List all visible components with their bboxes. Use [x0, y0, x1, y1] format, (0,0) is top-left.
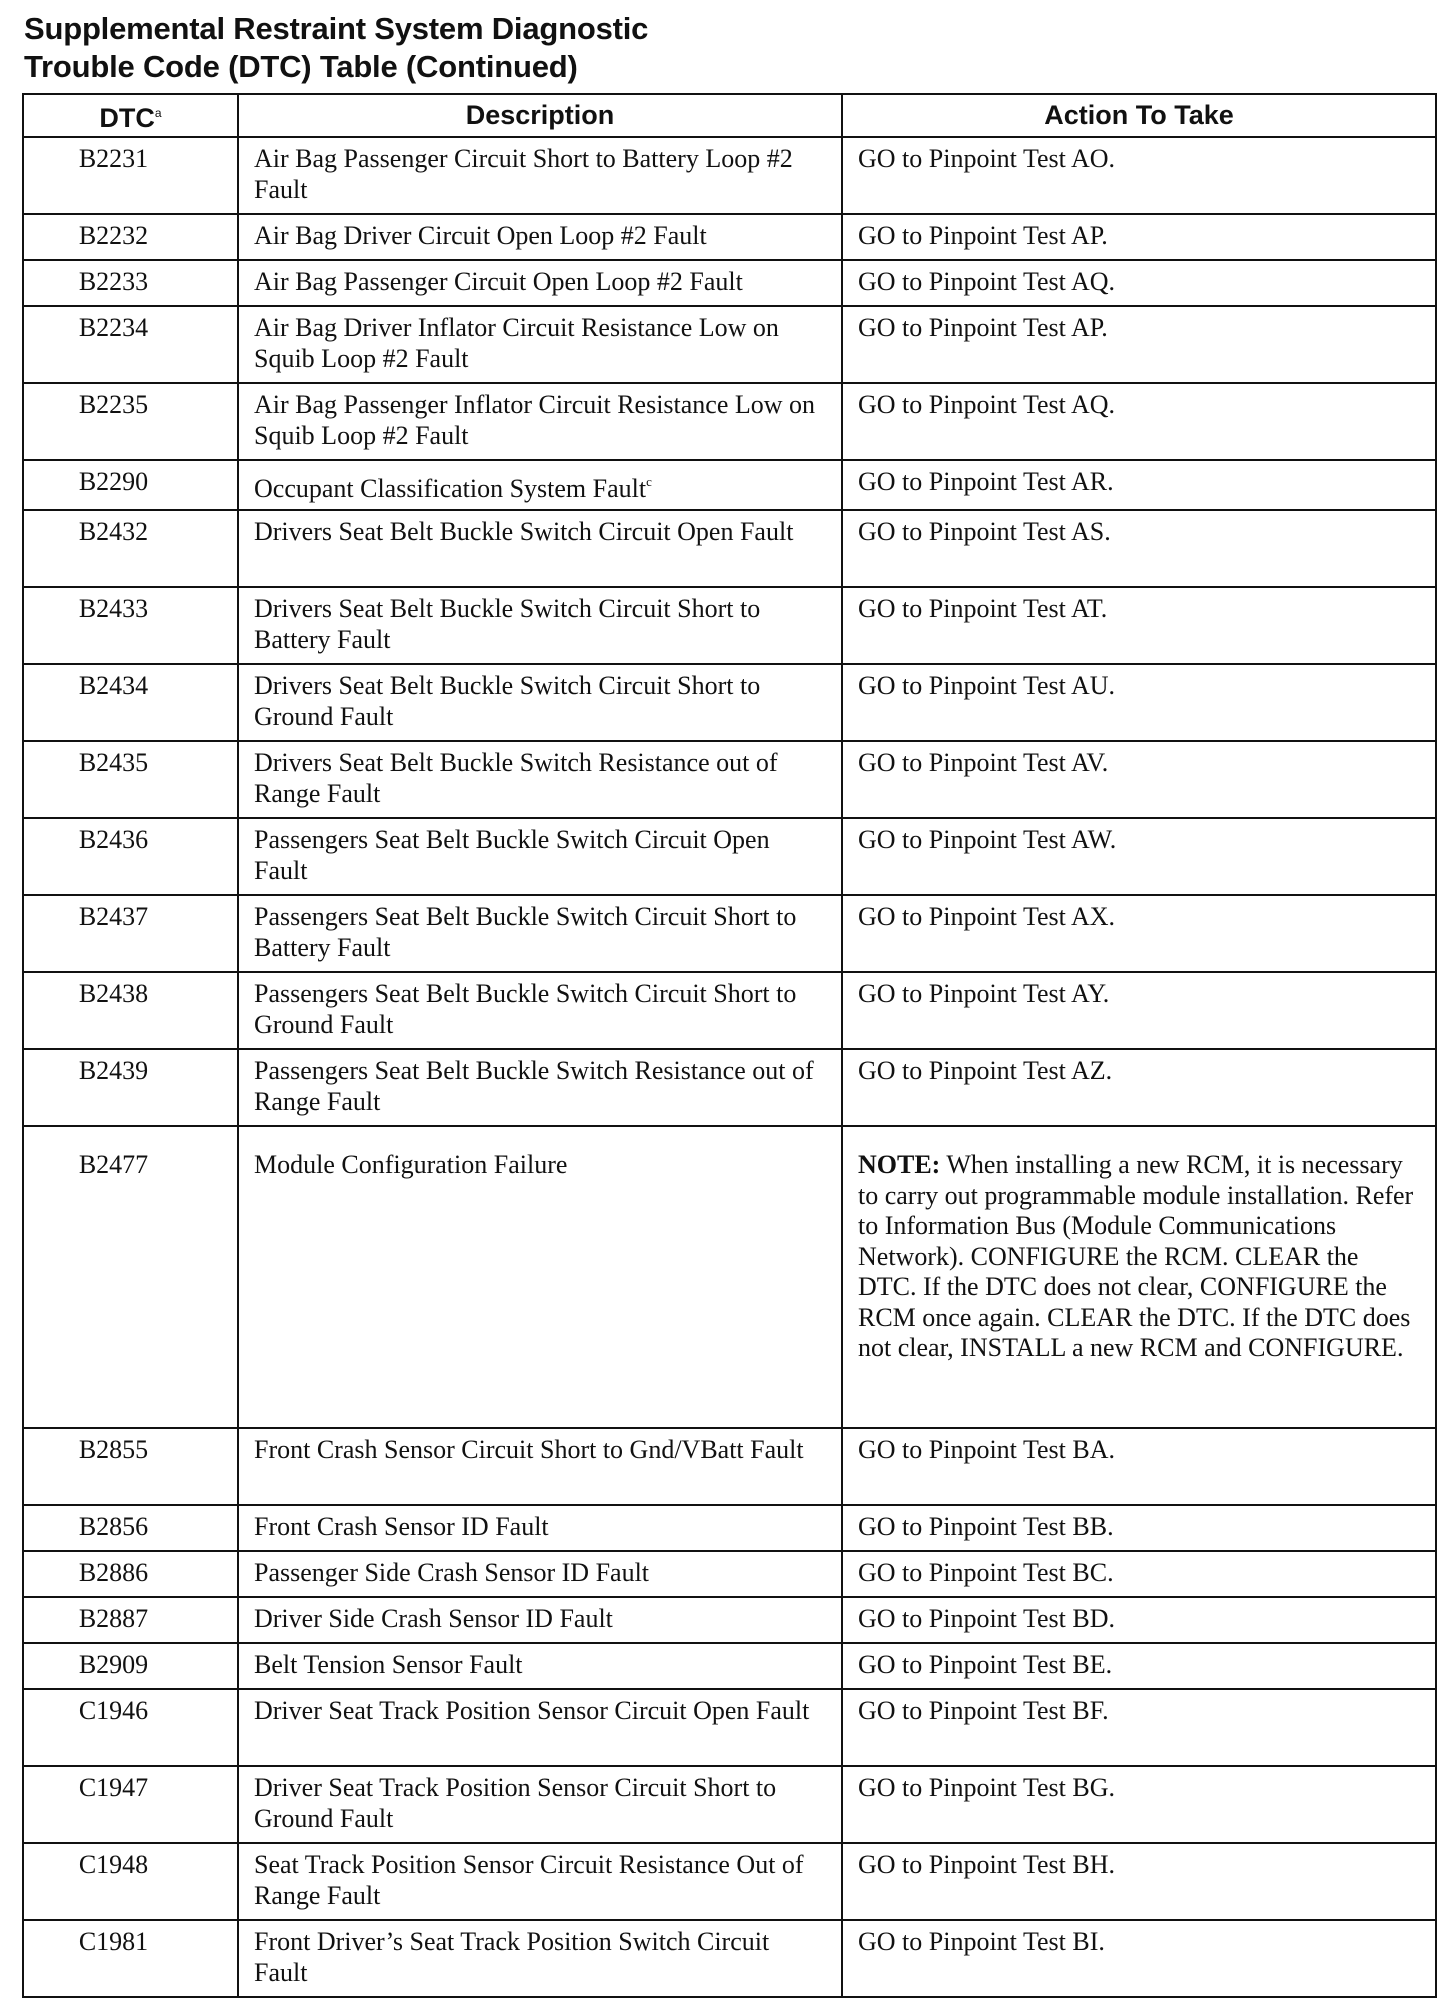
dtc-description: Module Configuration Failure: [238, 1126, 842, 1428]
dtc-description: Passengers Seat Belt Buckle Switch Resistance out of Range Fault: [238, 1049, 842, 1126]
dtc-action: GO to Pinpoint Test BD.: [842, 1597, 1436, 1643]
dtc-code: B2235: [23, 383, 238, 460]
dtc-description: Seat Track Position Sensor Circuit Resistance Out of Range Fault: [238, 1843, 842, 1920]
dtc-action: GO to Pinpoint Test BF.: [842, 1689, 1436, 1766]
dtc-action: [842, 1126, 1436, 1428]
dtc-action: GO to Pinpoint Test AS.: [842, 510, 1436, 587]
table-row: [23, 383, 1436, 460]
table-row: [23, 1643, 1436, 1689]
table-row: [23, 741, 1436, 818]
dtc-action: GO to Pinpoint Test AP.: [842, 306, 1436, 383]
dtc-code: B2233: [23, 260, 238, 306]
dtc-action: GO to Pinpoint Test BE.: [842, 1643, 1436, 1689]
dtc-code: C1946: [23, 1689, 238, 1766]
dtc-code: B2433: [23, 587, 238, 664]
table-row: [23, 818, 1436, 895]
dtc-action: GO to Pinpoint Test AV.: [842, 741, 1436, 818]
dtc-description: Front Crash Sensor ID Fault: [238, 1505, 842, 1551]
dtc-action: GO to Pinpoint Test AY.: [842, 972, 1436, 1049]
dtc-code: B2232: [23, 214, 238, 260]
dtc-code: C1948: [23, 1843, 238, 1920]
dtc-code: B2477: [23, 1126, 238, 1428]
description-footnote-marker: c: [646, 474, 652, 489]
dtc-action: GO to Pinpoint Test BI.: [842, 1920, 1436, 1997]
dtc-action: GO to Pinpoint Test AT.: [842, 587, 1436, 664]
dtc-code: B2234: [23, 306, 238, 383]
dtc-description: Passenger Side Crash Sensor ID Fault: [238, 1551, 842, 1597]
table-row: [23, 895, 1436, 972]
table-row: [23, 1049, 1436, 1126]
dtc-action: GO to Pinpoint Test AZ.: [842, 1049, 1436, 1126]
table-row: [23, 260, 1436, 306]
dtc-action: GO to Pinpoint Test AX.: [842, 895, 1436, 972]
note-text: When installing a new RCM, it is necessary to carry out programmable module installation. Refer to Information Bus (Module Communications Network). CONFIGURE the RCM. CLEAR the DTC. If the DTC does not clear, CONFIGURE the RCM once again. CLEAR the DTC. If the DTC does not clear, INSTALL a new RCM and CONFIGURE.: [858, 1150, 1414, 1362]
table-row: [23, 510, 1436, 587]
dtc-action: GO to Pinpoint Test BA.: [842, 1428, 1436, 1505]
dtc-action: GO to Pinpoint Test AP.: [842, 214, 1436, 260]
page-title-line-1: Supplemental Restraint System Diagnostic: [24, 11, 649, 46]
dtc-action: GO to Pinpoint Test BG.: [842, 1766, 1436, 1843]
table-row: [23, 1505, 1436, 1551]
dtc-description: Driver Side Crash Sensor ID Fault: [238, 1597, 842, 1643]
table-row: [23, 1920, 1436, 1997]
dtc-description: Air Bag Passenger Circuit Short to Battery Loop #2 Fault: [238, 137, 842, 214]
table-header-row: [23, 94, 1436, 137]
table-row: [23, 1766, 1436, 1843]
dtc-description: Occupant Classification System Fault$^c$: [238, 460, 842, 510]
table-row: [23, 1551, 1436, 1597]
dtc-description: Passengers Seat Belt Buckle Switch Circuit Short to Ground Fault: [238, 972, 842, 1049]
dtc-action: GO to Pinpoint Test BC.: [842, 1551, 1436, 1597]
dtc-description: Passengers Seat Belt Buckle Switch Circuit Open Fault: [238, 818, 842, 895]
table-row: [23, 1126, 1436, 1428]
column-header-action: Action To Take: [842, 94, 1436, 137]
dtc-code: C1981: [23, 1920, 238, 1997]
table-row: [23, 1689, 1436, 1766]
table-row: [23, 664, 1436, 741]
dtc-code: B2435: [23, 741, 238, 818]
dtc-code: C1947: [23, 1766, 238, 1843]
table-row: [23, 972, 1436, 1049]
dtc-action: GO to Pinpoint Test AU.: [842, 664, 1436, 741]
dtc-action: GO to Pinpoint Test AR.: [842, 460, 1436, 510]
dtc-description: Driver Seat Track Position Sensor Circuit Open Fault: [238, 1689, 842, 1766]
dtc-action: GO to Pinpoint Test BH.: [842, 1843, 1436, 1920]
dtc-description: Air Bag Passenger Circuit Open Loop #2 Fault: [238, 260, 842, 306]
table-row: [23, 306, 1436, 383]
dtc-description: Drivers Seat Belt Buckle Switch Circuit Short to Battery Fault: [238, 587, 842, 664]
dtc-code: B2434: [23, 664, 238, 741]
dtc-action: GO to Pinpoint Test AO.: [842, 137, 1436, 214]
dtc-description: Air Bag Driver Circuit Open Loop #2 Fault: [238, 214, 842, 260]
dtc-action: GO to Pinpoint Test BB.: [842, 1505, 1436, 1551]
dtc-code: B2855: [23, 1428, 238, 1505]
dtc-code: B2886: [23, 1551, 238, 1597]
dtc-table: [22, 93, 1437, 1998]
dtc-action: GO to Pinpoint Test AQ.: [842, 260, 1436, 306]
dtc-action: GO to Pinpoint Test AQ.: [842, 383, 1436, 460]
dtc-description: Belt Tension Sensor Fault: [238, 1643, 842, 1689]
dtc-description: Front Driver’s Seat Track Position Switch Circuit Fault: [238, 1920, 842, 1997]
dtc-code: B2909: [23, 1643, 238, 1689]
page-title: [24, 10, 648, 86]
dtc-code: B2438: [23, 972, 238, 1049]
dtc-description: Drivers Seat Belt Buckle Switch Circuit Short to Ground Fault: [238, 664, 842, 741]
table-row: [23, 587, 1436, 664]
column-header-dtc: DTC$^a$: [23, 94, 238, 137]
dtc-code: B2290: [23, 460, 238, 510]
dtc-description: Passengers Seat Belt Buckle Switch Circuit Short to Battery Fault: [238, 895, 842, 972]
dtc-action: GO to Pinpoint Test AW.: [842, 818, 1436, 895]
dtc-description: Driver Seat Track Position Sensor Circuit Short to Ground Fault: [238, 1766, 842, 1843]
column-header-description: Description: [238, 94, 842, 137]
dtc-code: B2887: [23, 1597, 238, 1643]
dtc-description: Air Bag Driver Inflator Circuit Resistance Low on Squib Loop #2 Fault: [238, 306, 842, 383]
table-row: [23, 1597, 1436, 1643]
dtc-code: B2231: [23, 137, 238, 214]
dtc-description: Air Bag Passenger Inflator Circuit Resistance Low on Squib Loop #2 Fault: [238, 383, 842, 460]
page-title-line-2: Trouble Code (DTC) Table (Continued): [24, 49, 578, 84]
table-row: [23, 1843, 1436, 1920]
dtc-code: B2437: [23, 895, 238, 972]
note-label: NOTE:: [858, 1150, 941, 1179]
table-row: [23, 460, 1436, 510]
table-row: [23, 1428, 1436, 1505]
table-row: [23, 214, 1436, 260]
dtc-description: Drivers Seat Belt Buckle Switch Circuit Open Fault: [238, 510, 842, 587]
dtc-code: B2856: [23, 1505, 238, 1551]
dtc-code: B2432: [23, 510, 238, 587]
dtc-description: Drivers Seat Belt Buckle Switch Resistance out of Range Fault: [238, 741, 842, 818]
table-row: [23, 137, 1436, 214]
dtc-footnote-marker: a: [154, 105, 162, 120]
dtc-code: B2436: [23, 818, 238, 895]
dtc-description: Front Crash Sensor Circuit Short to Gnd/VBatt Fault: [238, 1428, 842, 1505]
dtc-code: B2439: [23, 1049, 238, 1126]
